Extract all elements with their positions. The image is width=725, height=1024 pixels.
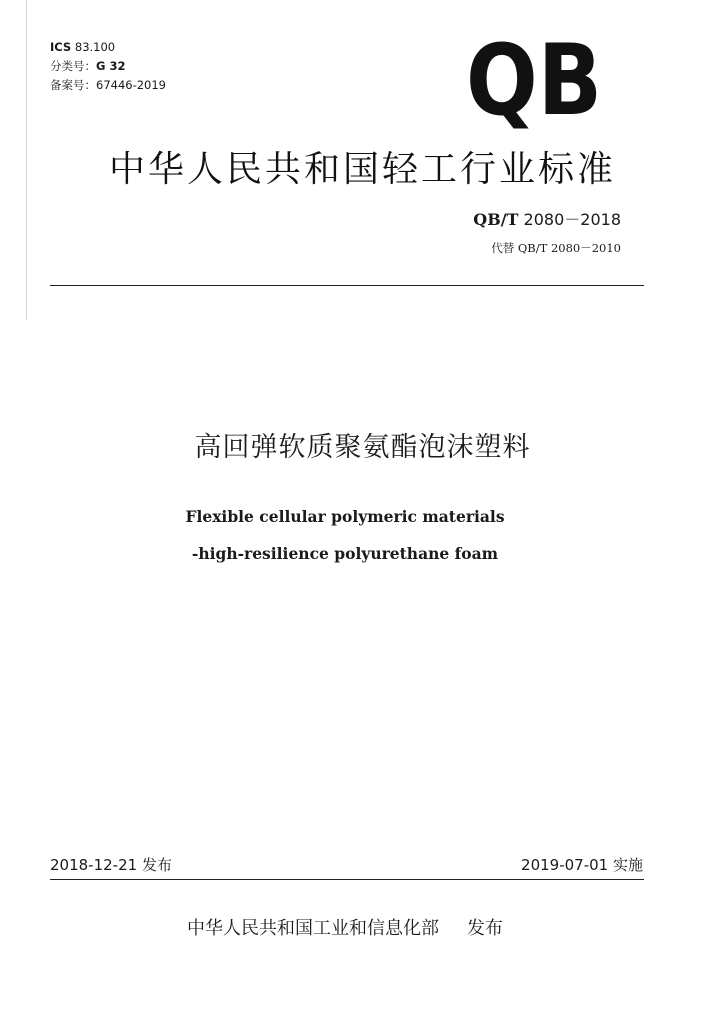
document-title-en-line1: Flexible cellular polymeric materials [185, 507, 505, 526]
ics-line [50, 38, 115, 56]
issuer-action: 发布 [467, 918, 503, 939]
issuer-name: 中华人民共和国工业和信息化部 [187, 918, 439, 939]
category-line [50, 57, 125, 75]
implementation-date: 2019-07-01 实施 [521, 856, 643, 874]
record-label: 备案号： [50, 78, 96, 92]
record-line [50, 76, 166, 94]
bottom-divider [50, 879, 644, 880]
top-divider [50, 285, 644, 286]
qb-logo [464, 24, 604, 138]
category-label: 分类号： [50, 59, 96, 73]
issuer [0, 914, 690, 940]
document-title-en-line2: -high-resilience polyurethane foam [191, 544, 499, 563]
qb-logo-text: QB [466, 24, 602, 138]
ics-value: 83.100 [74, 40, 116, 54]
ics-label: ICS [50, 40, 72, 54]
industry-standard-title: 中华人民共和国轻工行业标准 [108, 149, 616, 190]
standard-number [473, 207, 621, 230]
issue-date: 2018-12-21 发布 [50, 856, 172, 874]
standard-code: 2080－2018 [518, 210, 621, 229]
standard-prefix: QB/T [473, 210, 519, 229]
replaces-standard: 代替 QB/T 2080－2010 [491, 241, 621, 255]
category-value: G 32 [96, 59, 126, 73]
document-title-cn: 高回弹软质聚氨酯泡沫塑料 [194, 432, 531, 463]
record-value: 67446-2019 [96, 78, 166, 92]
